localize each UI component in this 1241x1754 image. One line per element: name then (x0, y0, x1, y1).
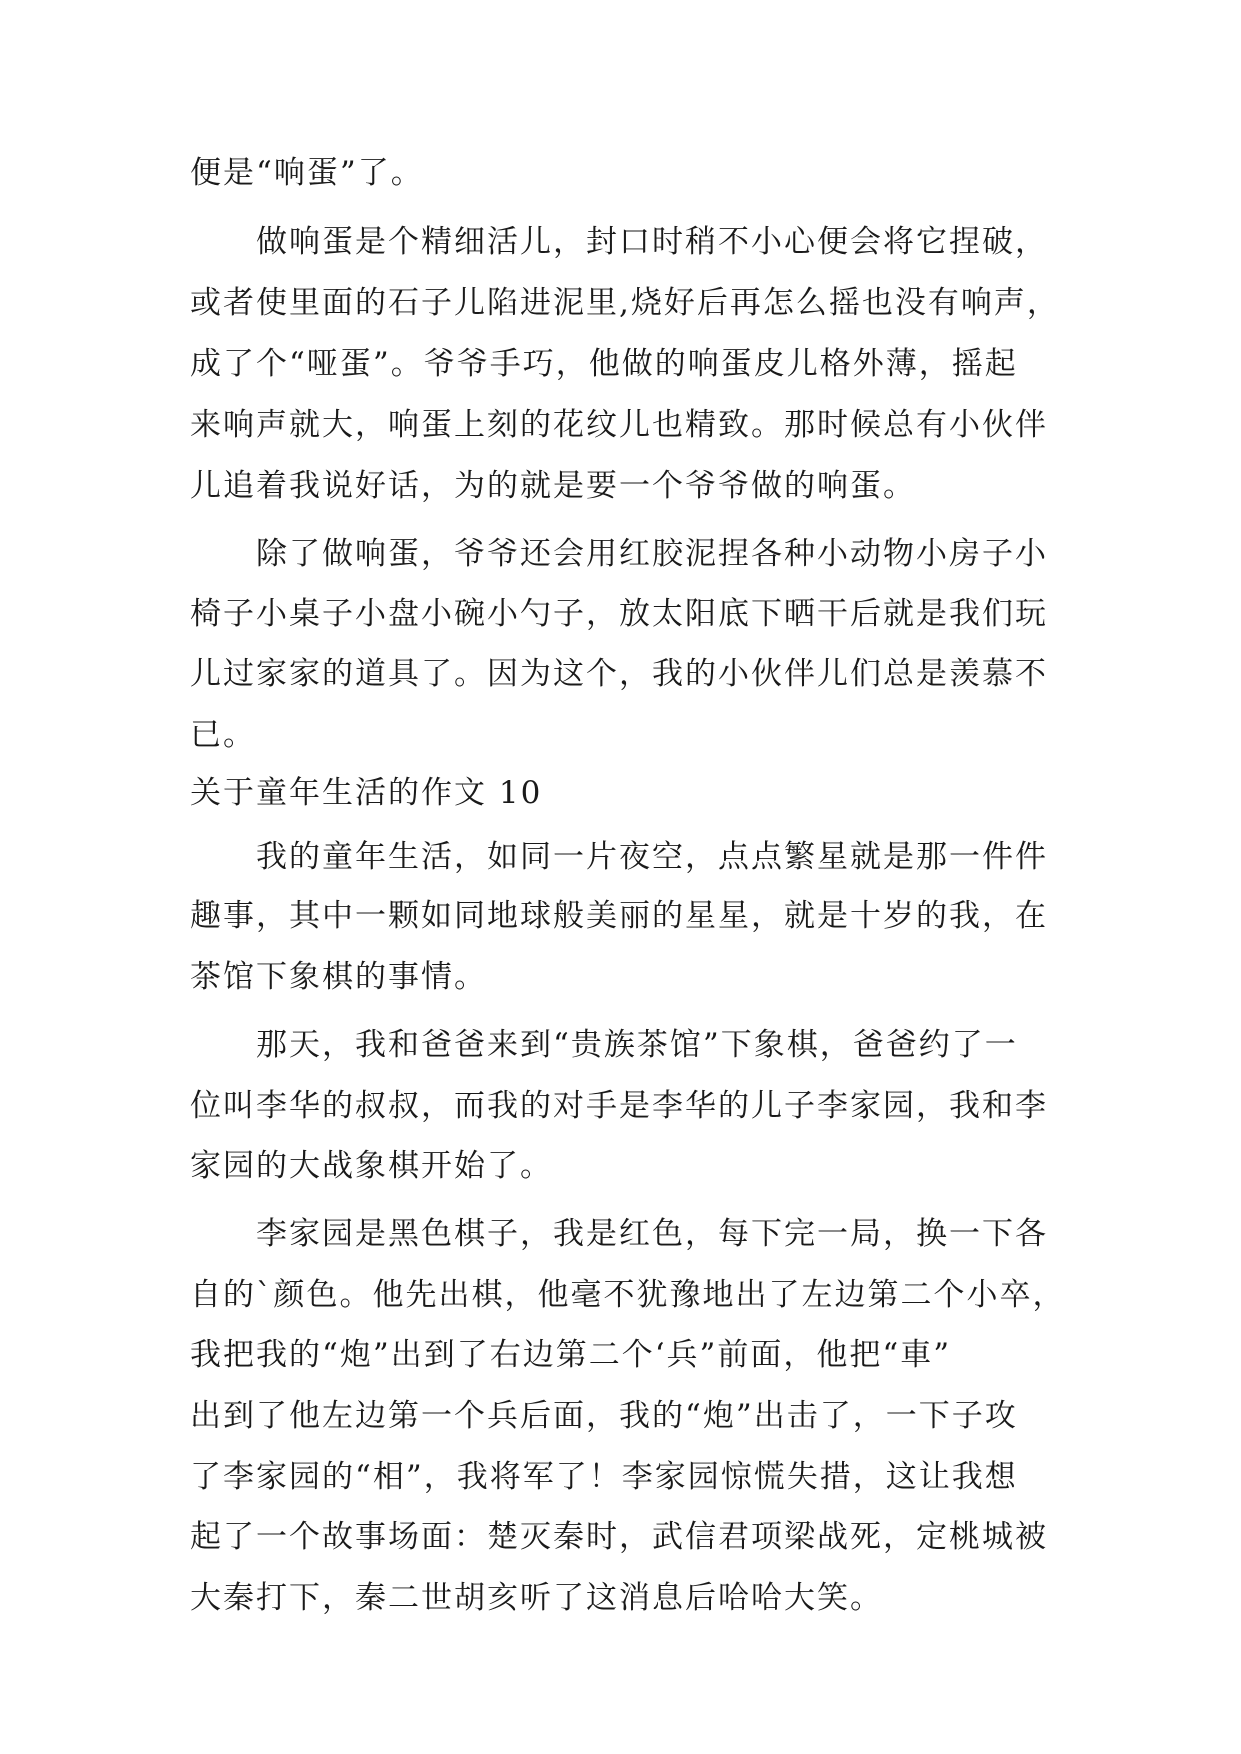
paragraph-line: 我的童年生活，如同一片夜空，点点繁星就是那一件件 (256, 839, 1048, 875)
paragraph-line: 已。 (190, 717, 256, 753)
paragraph-line: 趣事，其中一颗如同地球般美丽的星星，就是十岁的我，在 (190, 898, 1048, 934)
paragraph-line: 成了个“哑蛋”。爷爷手巧，他做的响蛋皮儿格外薄，摇起 (190, 346, 1018, 382)
paragraph-line: 出到了他左边第一个兵后面，我的“炮”出击了，一下子攻 (190, 1398, 1018, 1434)
paragraph-line: 或者使里面的石子儿陷进泥里,烧好后再怎么摇也没有响声， (190, 285, 1060, 321)
section-heading: 关于童年生活的作文 10 (190, 775, 543, 811)
paragraph-line: 除了做响蛋，爷爷还会用红胶泥捏各种小动物小房子小 (256, 536, 1048, 572)
paragraph-line: 了李家园的“相”，我将军了！李家园惊慌失措，这让我想 (190, 1459, 1018, 1495)
paragraph-line: 那天，我和爸爸来到“贵族茶馆”下象棋，爸爸约了一 (256, 1027, 1018, 1063)
paragraph-line: 自的`颜色。他先出棋，他毫不犹豫地出了左边第二个小卒， (190, 1277, 1066, 1313)
paragraph-line: 李家园是黑色棋子，我是红色，每下完一局，换一下各 (256, 1216, 1048, 1252)
paragraph-line: 家园的大战象棋开始了。 (190, 1148, 553, 1184)
paragraph-line: 起了一个故事场面：楚灭秦时，武信君项梁战死，定桃城被 (190, 1519, 1048, 1555)
paragraph-line: 做响蛋是个精细活儿，封口时稍不小心便会将它捏破， (256, 224, 1048, 260)
paragraph-line: 椅子小桌子小盘小碗小勺子，放太阳底下晒干后就是我们玩 (190, 596, 1048, 632)
paragraph-line: 便是“响蛋”了。 (190, 155, 424, 191)
paragraph-line: 茶馆下象棋的事情。 (190, 959, 487, 995)
paragraph-line: 大秦打下，秦二世胡亥听了这消息后哈哈大笑。 (190, 1580, 883, 1616)
paragraph-line: 儿过家家的道具了。因为这个，我的小伙伴儿们总是羡慕不 (190, 656, 1048, 692)
paragraph-line: 儿追着我说好话，为的就是要一个爷爷做的响蛋。 (190, 468, 916, 504)
paragraph-line: 我把我的“炮”出到了右边第二个‘兵”前面，他把“車” (190, 1337, 952, 1373)
paragraph-line: 来响声就大，响蛋上刻的花纹儿也精致。那时候总有小伙伴 (190, 407, 1048, 443)
paragraph-line: 位叫李华的叔叔，而我的对手是李华的儿子李家园，我和李 (190, 1088, 1048, 1124)
